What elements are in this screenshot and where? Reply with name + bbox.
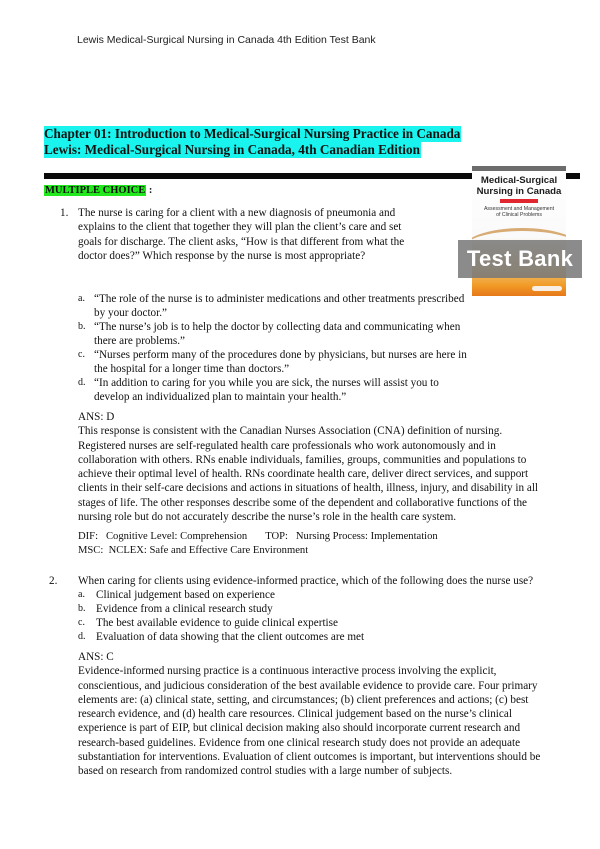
section-label-colon: : <box>146 185 153 196</box>
answer-key: ANS: D <box>78 411 115 423</box>
book-title: Lewis: Medical-Surgical Nursing in Canada, 4th Canadian Edition <box>44 142 420 157</box>
answer-2 <box>78 650 598 779</box>
question-1-metadata <box>78 530 598 559</box>
topic: TOP: Nursing Process: Implementation <box>265 531 438 542</box>
page-header: Lewis Medical-Surgical Nursing in Canada 4th Edition Test Bank <box>77 34 376 46</box>
msc: MSC: NCLEX: Safe and Effective Care Environment <box>78 545 309 557</box>
cover-publisher-mark <box>532 286 562 291</box>
chapter-heading <box>44 126 461 158</box>
answer-key: ANS: C <box>78 651 114 663</box>
chapter-title: Chapter 01: Introduction to Medical-Surgical Nursing Practice in Canada <box>44 126 461 141</box>
question-stem: When caring for clients using evidence-informed practice, which of the following does the nurse use? <box>78 575 534 587</box>
rationale: This response is consistent with the Canadian Nurses Association (CNA) definition of nursing. Registered nurses are self-regulated health care professionals who work autonomously and in collaboration with others. RNs enable individuals, families, groups, communities and populations to achieve their optimal level of health. RNs coordinate health care, deliver direct services, and support clients in their self-care decisions and actions in situations of health, illness, injury, and disability in all stages of life. The other responses describe some of the dependent and collaborative functions of the nursing role but do not accurately describe the nurse’s role in the health care system. <box>78 425 539 524</box>
question-number: 1. <box>60 207 69 219</box>
difficulty: DIF: Cognitive Level: Comprehension <box>78 531 248 542</box>
question-1 <box>60 206 450 266</box>
section-label-text: MULTIPLE CHOICE <box>45 185 146 196</box>
cover-title: Medical-Surgical Nursing in Canada <box>476 175 562 197</box>
cover-subtitle: Assessment and Management of Clinical Problems <box>483 206 555 218</box>
test-bank-watermark: Test Bank <box>458 240 582 278</box>
answer-1 <box>78 410 598 524</box>
question-number: 2. <box>49 575 58 587</box>
section-label <box>44 185 152 196</box>
cover-top-bar <box>472 166 566 171</box>
rationale: Evidence-informed nursing practice is a continuous interactive process involving the explicit, conscientious, and judicious consideration of the best available evidence to provide care. Four primary elements are: (a) clinical state, setting, and circumstances; (b) client preferences and actions; (c) best research evidence, and (d) health care resources. Clinical judgement based on the nurse’s clinical experience is part of EIP, but clinical decision making also should incorporate current research and research-based guidelines. Evidence from one clinical research study does not provide an adequate substantiation for interventions. Evaluation of client outcomes is important, but interventions should be based on research from randomized control studies with a large number of subjects. <box>78 665 541 778</box>
question-stem: The nurse is caring for a client with a new diagnosis of pneumonia and explains to the client that together they will plan the client’s care and set goals for discharge. The client asks, “How is that different from what the doctor does?” Which response by the nurse is most appropriate? <box>78 207 405 262</box>
cover-red-band <box>500 199 538 203</box>
